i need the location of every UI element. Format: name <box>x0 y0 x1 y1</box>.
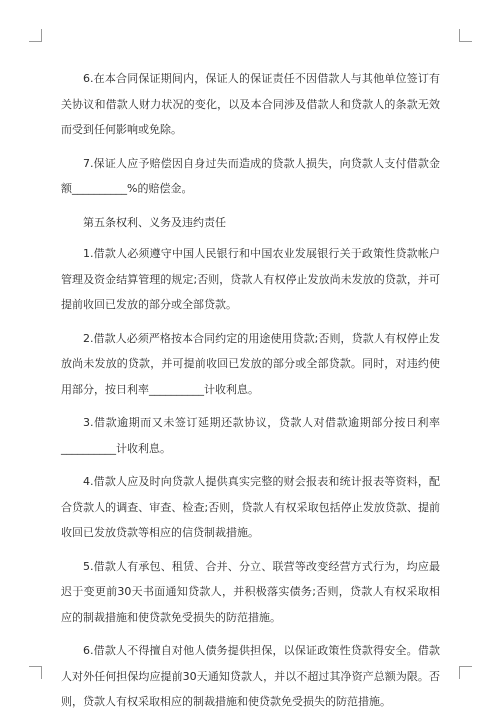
section-heading-article-5: 第五条权利、义务及违约责任 <box>83 215 226 229</box>
crop-mark-top-left <box>29 29 42 42</box>
clause-7-guarantor-compensation: 7.保证人应予赔偿因自身过失而造成的贷款人损失，向贷款人支付借款金额__________%的赔偿金。 <box>61 156 440 195</box>
clause-6-external-guarantee: 6.借款人不得擅自对他人债务提供担保，以保证政策性贷款得安全。借款人对外任何担保均应提前30天通知贷款人，并以不超过其净资产总额为限。否则，贷款人有权采取相应的制裁措施和使贷款免受损失的防范措施。 <box>61 644 440 708</box>
crop-mark-bottom-right <box>459 666 472 679</box>
clause-5-business-change: 5.借款人有承包、租赁、合并、分立、联营等改变经营方式行为，均应最迟于变更前30天书面通知贷款人，并积极落实债务;否则，贷款人有权采取相应的制裁措施和使贷款免受损失的防范措施。 <box>61 559 440 624</box>
crop-mark-top-right <box>459 29 472 42</box>
clause-6-guarantee-unaffected: 6.在本合同保证期间内，保证人的保证责任不因借款人与其他单位签订有关协议和借款人财力状况的变化，以及本合同涉及借款人和贷款人的条款无效而受到任何影响或免除。 <box>61 72 440 136</box>
clause-2-loan-usage: 2.借款人必须严格按本合同约定的用途使用贷款;否则，贷款人有权停止发放尚未发放的贷款，并可提前收回已发放的部分或全部贷款。同时，对违约使用部分，按日利率__________计收利息。 <box>61 331 440 396</box>
clause-3-overdue-interest: 3.借款逾期而又未签订延期还款协议，贷款人对借款逾期部分按日利率__________计收利息。 <box>61 416 440 455</box>
crop-mark-bottom-left <box>29 666 42 679</box>
document-body <box>61 66 440 723</box>
clause-4-financial-reports: 4.借款人应及时向贷款人提供真实完整的财会报表和统计报表等资料，配合贷款人的调查、审查、检查;否则，贷款人有权采取包括停止发放贷款、提前收回已发放贷款等相应的信贷制裁措施。 <box>61 475 440 539</box>
clause-1-account-management: 1.借款人必须遵守中国人民银行和中国农业发展银行关于政策性贷款帐户管理及资金结算管理的规定;否则，贷款人有权停止发放尚未发放的贷款，并可提前收回已发放的部分或全部贷款。 <box>61 247 440 311</box>
